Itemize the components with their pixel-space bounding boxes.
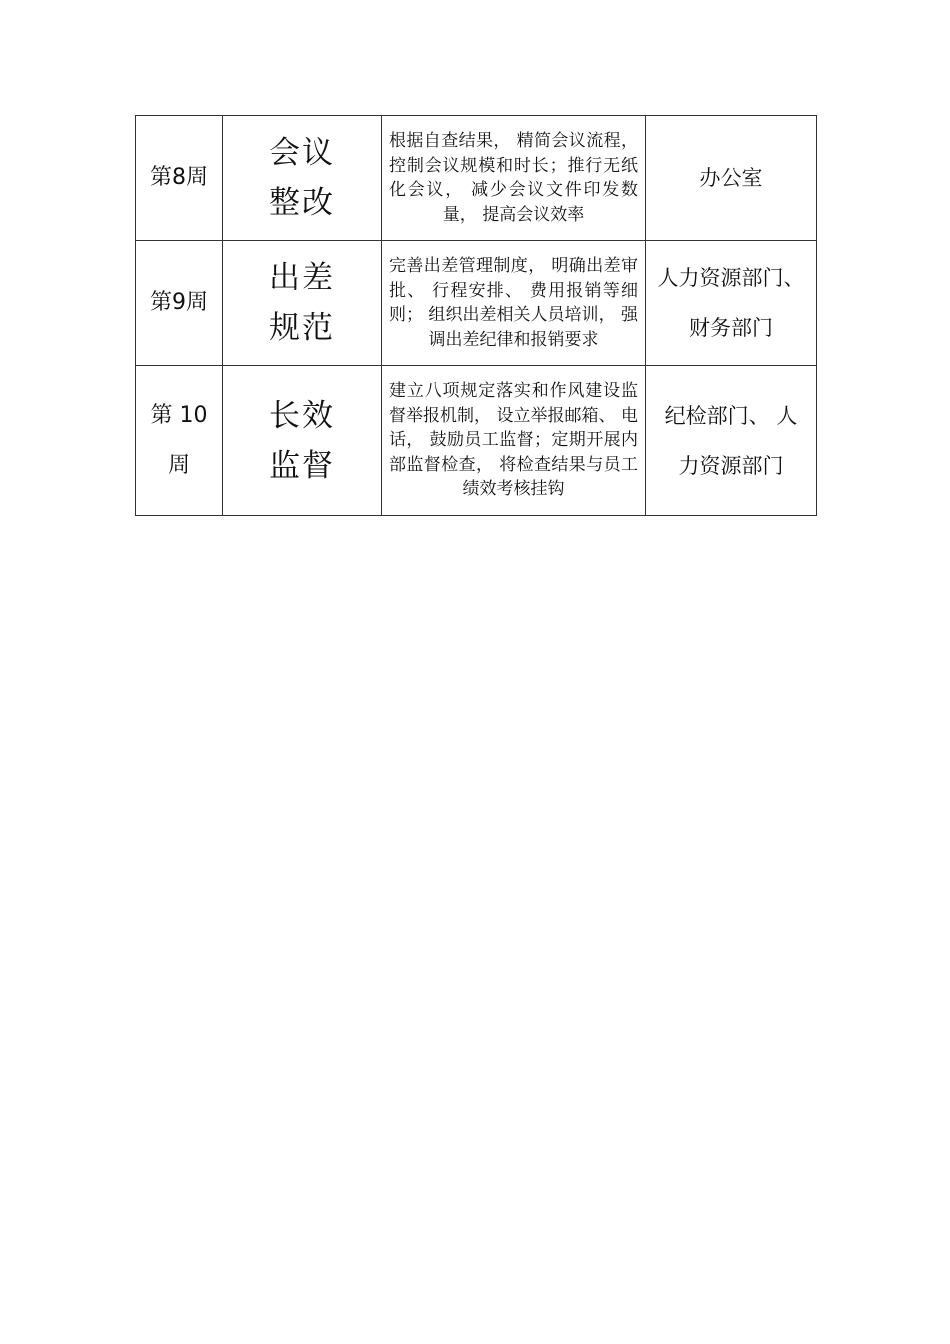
- week-label: 周: [167, 452, 190, 478]
- table-row: [136, 366, 817, 516]
- topic-label: 规范: [269, 310, 335, 346]
- topic-cell: [223, 366, 382, 516]
- description-cell: [382, 116, 646, 241]
- table-row: [136, 241, 817, 366]
- week-label: 第8周: [150, 165, 208, 190]
- department-label: 力资源部门: [678, 453, 784, 478]
- description-text: 建立八项规定落实和作风建设监督举报机制， 设立举报邮箱、 电话， 鼓励员工监督；定期开展内部监督检查， 将检查结果与员工绩效考核挂钩: [389, 381, 638, 500]
- week-label: 第 10: [150, 402, 208, 428]
- week-label: 第9周: [150, 290, 208, 315]
- department-cell: [646, 241, 817, 366]
- table-row: [136, 116, 817, 241]
- topic-label: 出差: [269, 260, 335, 296]
- week-cell: [136, 241, 223, 366]
- description-cell: [382, 366, 646, 516]
- work-plan-table: [135, 115, 817, 516]
- topic-cell: [223, 241, 382, 366]
- department-label: 办公室: [699, 166, 763, 190]
- topic-label: 监督: [269, 447, 335, 484]
- department-label: 人力资源部门、: [657, 266, 805, 290]
- department-cell: [646, 116, 817, 241]
- description-text: 根据自查结果， 精简会议流程， 控制会议规模和时长；推行无纸化会议， 减少会议文件印发数量， 提高会议效率: [389, 131, 638, 225]
- department-label: 纪检部门、 人: [664, 403, 798, 428]
- topic-label: 长效: [269, 397, 335, 434]
- department-label: 财务部门: [689, 316, 773, 340]
- topic-label: 会议: [269, 135, 335, 171]
- week-cell: [136, 116, 223, 241]
- topic-cell: [223, 116, 382, 241]
- department-cell: [646, 366, 817, 516]
- topic-label: 整改: [269, 185, 335, 221]
- description-cell: [382, 241, 646, 366]
- week-cell: [136, 366, 223, 516]
- description-text: 完善出差管理制度， 明确出差审批、 行程安排、 费用报销等细则； 组织出差相关人员培训， 强调出差纪律和报销要求: [389, 256, 638, 350]
